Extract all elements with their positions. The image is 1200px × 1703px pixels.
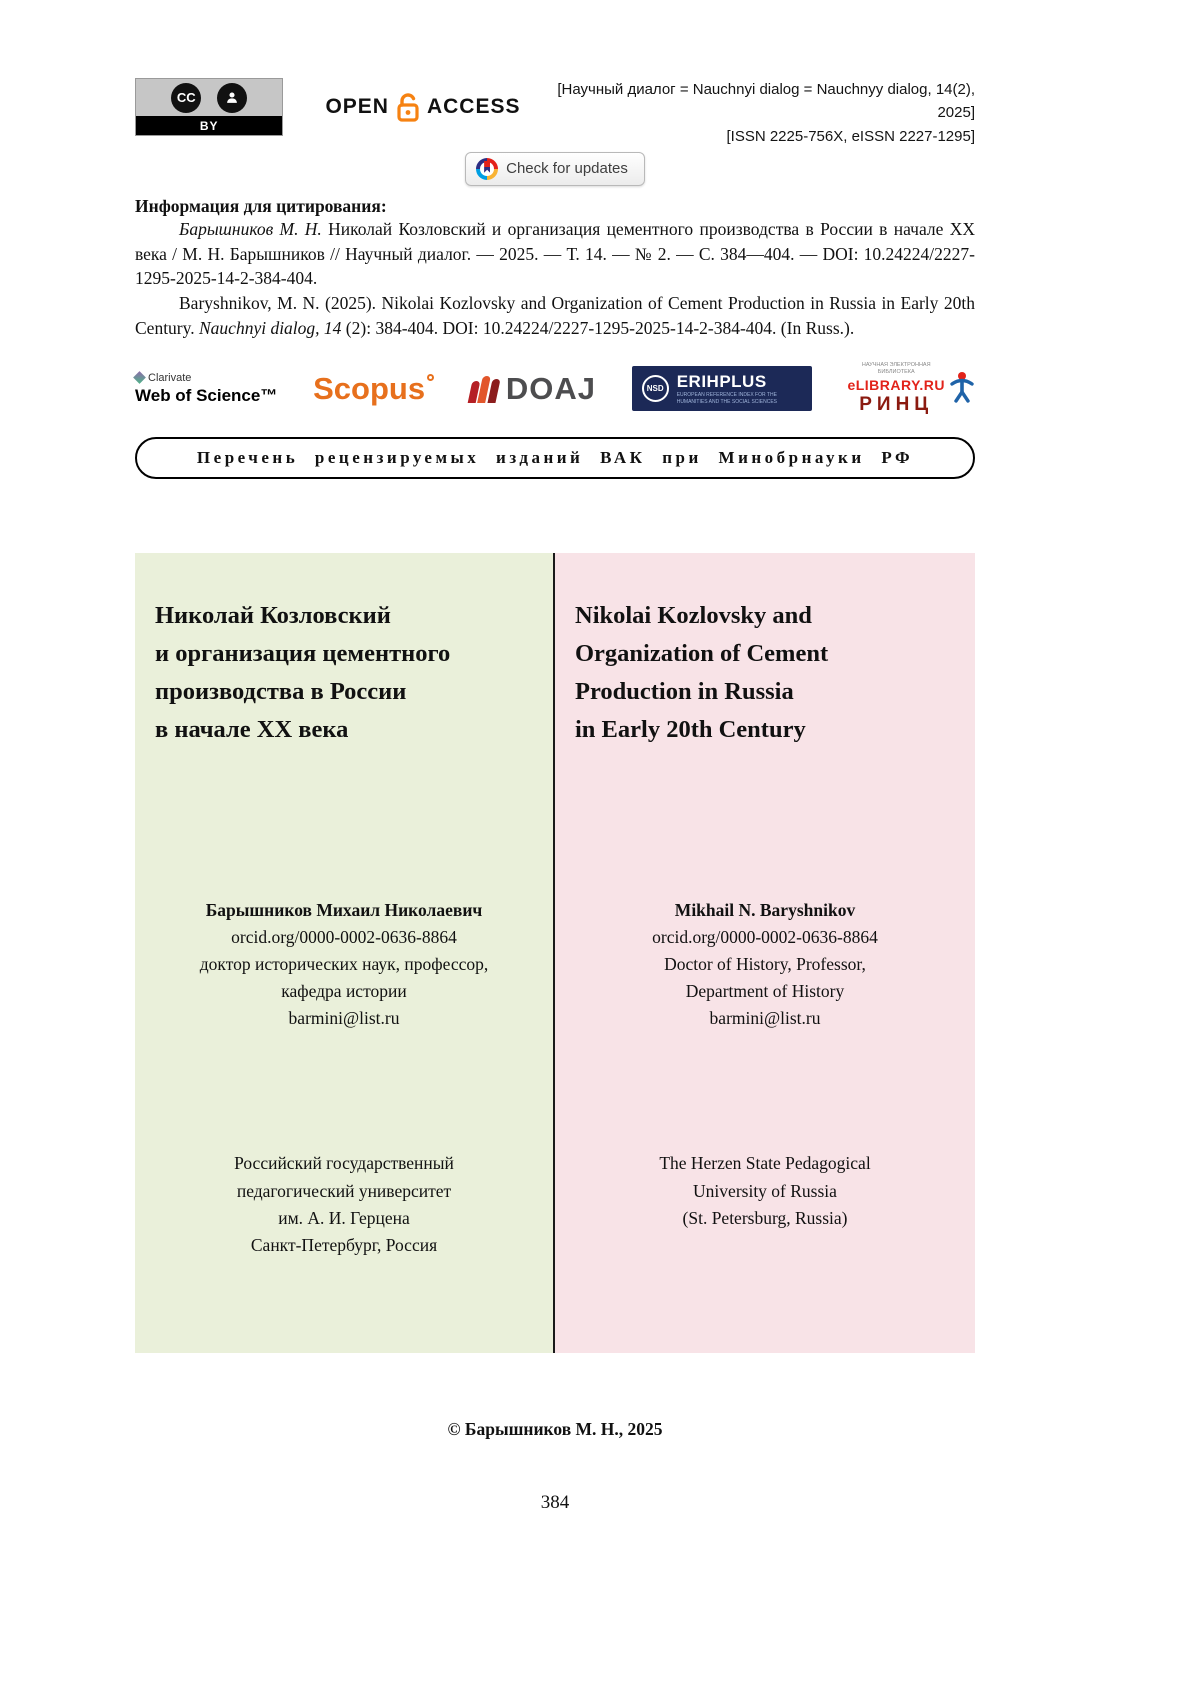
scopus-logo bbox=[313, 371, 434, 407]
rinc-label: РИНЦ bbox=[859, 393, 934, 415]
cc-by-badge bbox=[135, 78, 283, 136]
scopus-label: Scopus bbox=[313, 370, 426, 406]
author-block-ru bbox=[155, 897, 533, 1033]
open-access-logo bbox=[325, 92, 520, 122]
author-degree-en: Doctor of History, Professor, bbox=[664, 954, 866, 975]
journal-info-line1: [Научный диалог = Nauchnyi dialog = Nauchnyy dialog, 14(2), 2025] bbox=[557, 81, 975, 122]
crossmark-icon bbox=[476, 158, 498, 180]
check-for-updates-row bbox=[135, 152, 975, 186]
check-for-updates-label: Check for updates bbox=[506, 160, 628, 178]
citation-en-part2: (2): 384-404. DOI: 10.24224/2227-1295-2025-14-2-384-404. (In Russ.). bbox=[341, 318, 855, 339]
clarivate-row bbox=[135, 372, 277, 384]
affiliation-en: The Herzen State Pedagogical University of Russia (St. Petersburg, Russia) bbox=[659, 1153, 871, 1228]
elibrary-text-column bbox=[847, 362, 945, 415]
open-access-word-open: OPEN bbox=[325, 95, 389, 118]
vak-banner: Перечень рецензируемых изданий ВАК при Минобрнауки РФ bbox=[135, 437, 975, 479]
author-name-ru: Барышников Михаил Николаевич bbox=[205, 899, 483, 920]
citation-en-journal: Nauchnyi dialog, 14 bbox=[199, 318, 342, 339]
doaj-logo bbox=[470, 371, 596, 407]
erih-plus-logo bbox=[632, 366, 812, 411]
cc-by-label: BY bbox=[136, 116, 282, 135]
column-english bbox=[555, 553, 975, 1353]
elibrary-rinc-logo bbox=[847, 362, 975, 415]
author-block-en bbox=[575, 897, 955, 1033]
clarivate-label: Clarivate bbox=[148, 371, 192, 384]
rinc-figure-icon bbox=[949, 370, 975, 404]
article-title-ru: Николай Козловский и организация цементного производства в России в начале XX века bbox=[155, 601, 451, 743]
citation-heading: Информация для цитирования: bbox=[135, 195, 387, 216]
cc-icon: CC bbox=[171, 83, 201, 113]
doaj-icon bbox=[470, 375, 498, 403]
page-header bbox=[135, 78, 975, 148]
column-russian bbox=[135, 553, 555, 1353]
clarivate-icon bbox=[133, 372, 146, 385]
check-for-updates-button[interactable] bbox=[465, 152, 645, 186]
cc-badge-icons bbox=[136, 79, 282, 116]
author-name-en: Mikhail N. Baryshnikov bbox=[674, 899, 856, 920]
citation-paragraph-en bbox=[135, 291, 975, 341]
author-email-en[interactable]: barmini@list.ru bbox=[709, 1008, 821, 1029]
open-lock-icon bbox=[395, 92, 421, 122]
erih-plus-subtitle: EUROPEAN REFERENCE INDEX FOR THE HUMANITIES AND THE SOCIAL SCIENCES bbox=[676, 392, 778, 405]
open-access-word-access: ACCESS bbox=[426, 95, 521, 118]
erih-text-column bbox=[677, 372, 802, 405]
nsd-icon: NSD bbox=[642, 375, 669, 402]
citation-paragraph-ru bbox=[135, 217, 975, 292]
doaj-label: DOAJ bbox=[505, 370, 596, 406]
web-of-science-logo bbox=[135, 372, 277, 406]
affiliation-ru: Российский государственный педагогический университет им. А. И. Герцена Санкт-Петербург, Россия bbox=[234, 1153, 454, 1255]
journal-info bbox=[520, 78, 975, 148]
article-title-en: Nikolai Kozlovsky and Organization of Cement Production in Russia in Early 20th Century bbox=[575, 601, 829, 743]
web-of-science-label: Web of Science™ bbox=[135, 385, 278, 405]
page-number: 384 bbox=[540, 1491, 570, 1513]
journal-info-line2: [ISSN 2225-756X, eISSN 2227-1295] bbox=[726, 127, 975, 145]
author-degree-ru: доктор исторических наук, профессор, bbox=[199, 954, 489, 975]
elibrary-subtitle: НАУЧНАЯ ЭЛЕКТРОННАЯ БИБЛИОТЕКА bbox=[861, 362, 931, 376]
copyright-line: © Барышников М. Н., 2025 bbox=[447, 1418, 663, 1439]
citation-en-part1: Baryshnikov, M. N. (2025). Nikolai Kozlovsky and Organization of Cement Production in Russia in Early 20th Century. bbox=[135, 293, 975, 339]
elibrary-label: eLIBRARY.RU bbox=[847, 376, 945, 393]
erih-plus-label: ERIHPLUS bbox=[676, 372, 767, 392]
author-email-ru[interactable]: barmini@list.ru bbox=[288, 1008, 400, 1029]
citation-ru-text: Николай Козловский и организация цементного производства в России в начале XX века / М. Н. Барышников // Научный диалог. — 2025. — Т. 14. — № 2. — С. 384—404. — DOI: 10.24224/2227-1295-2025-14-2-384-404. bbox=[135, 218, 975, 289]
citation-ru-authors: Барышников М. Н. bbox=[179, 218, 322, 239]
author-department-ru: кафедра истории bbox=[281, 981, 407, 1002]
author-department-en: Department of History bbox=[685, 981, 845, 1002]
person-icon bbox=[217, 83, 247, 113]
indexing-logos-row bbox=[135, 361, 975, 417]
scopus-mark-icon bbox=[427, 374, 434, 381]
author-orcid-en[interactable]: orcid.org/0000-0002-0636-8864 bbox=[652, 926, 878, 947]
author-orcid-ru[interactable]: orcid.org/0000-0002-0636-8864 bbox=[231, 926, 457, 947]
title-columns bbox=[135, 553, 975, 1353]
